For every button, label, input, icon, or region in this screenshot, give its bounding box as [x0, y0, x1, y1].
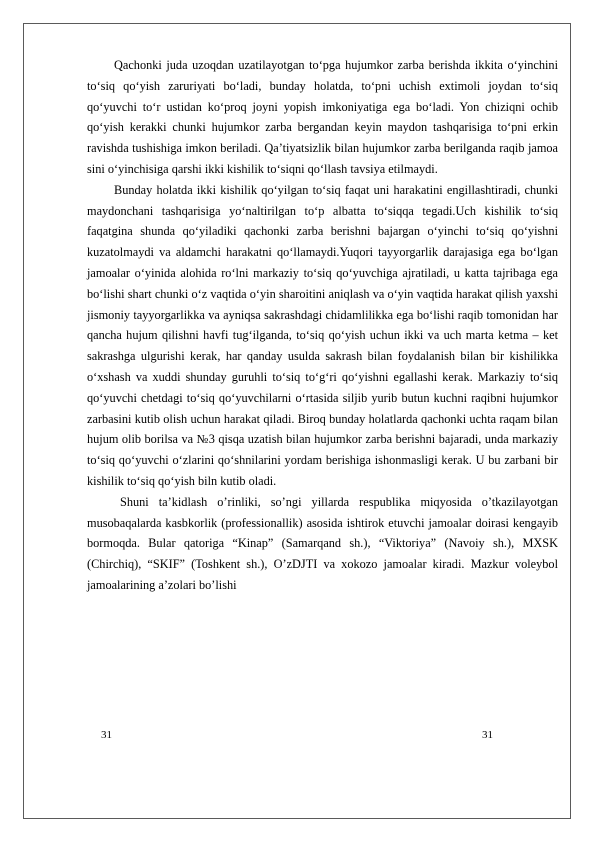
- paragraph-3: Shuni ta’kidlash o’rinliki, so’ngi yillarda respublika miqyosida o’tkazilayotgan musobaqalarda kasbkorlik (professionallik) asosida ishtirok etuvchi jamoalar doirasi kengayib bormoqda. Bular qatoriga “Kinap” (Samarqand sh.), “Viktoriya” (Navoiy sh.), MXSK (Chirchiq), “SKIF” (Toshkent sh.), O’zDJTI va xokozo jamoalar kiradi. Mazkur voleybol jamoalarining a’zolari bo’lishi: [87, 494, 558, 592]
- page-number-right: 31: [482, 729, 493, 741]
- paragraph-2: Bunday holatda ikki kishilik qo‘yilgan to‘siq faqat uni harakatini engillashtiradi, chunki maydonchani tashqarisiga yo‘naltirilgan to‘p albatta to‘siqqa tegadi.Uch kishilik to‘siq faqatgina shunda qo‘yiladiki qachonki zarba berishni bajargan o‘yinchi to‘siq qo‘yishni kuzatolmaydi va aldamchi harakatni qo‘llamaydi.Yuqori tayyorgarlik darajasiga ega bo‘lgan jamoalar o‘yinida alohida ro‘lni markaziy to‘siq qo‘yuvchiga ajratiladi, u katta tajribaga ega bo‘lishi shart chunki o‘z vaqtida o‘yin sharoitini aniqlash va o‘yin vaqtida harakat qilish yaxshi jismoniy tayyorgarlikka va ayniqsa sakrashdagi chidamlilikka ega bo‘lishi raqib tomonidan har qancha hujum qilishni havfi tug‘ilganda, to‘siq qo‘yish uchun ikki va uch marta ketma – ket sakrashga ulgurishi kerak, har qanday usulda sakrash bilan foydalanish bilan bir kishilikka o‘xshash va xuddi shunday guruhli to‘siq to‘g‘ri qo‘yishni egallashi kerak. Markaziy to‘siq qo‘yuvchi chetdagi to‘siq qo‘yuvchilarni o‘rtasida siljib yurib butun kuchni raqibni hujumkor zarbasini kutib olish uchun harakat qiladi. Biroq bunday holatlarda qachonki uchta raqam bilan hujum olib borilsa va №3 qisqa uzatish bilan hujumkor zarba berishni bajaradi, unda markaziy to‘siq qo‘yuvchi o‘zlarini qo‘shnilarini yordam berishiga ishonmasligi kerak. U bu zarbani bir kishilik to‘siq qo‘yish biln kutib oladi.: [87, 182, 558, 488]
- page-number-left: 31: [101, 729, 112, 741]
- body-text: [87, 55, 558, 596]
- paragraph-1: Qachonki juda uzoqdan uzatilayotgan to‘pga hujumkor zarba berishda ikkita o‘yinchini to‘siq qo‘yish zaruriyati bo‘ladi, bunday holatda, to‘pni uchish extimoli joydan to‘siq qo‘yuvchi to‘r ustidan ko‘proq joyni yopish imkoniyatiga ega bo‘ladi. Yon chiziqni ochib qo‘yish kerakki chunki hujumkor zarba bergandan keyin maydon tashqarisiga to‘pni erkin ravishda tushishiga imkon beriladi. Qa’tiyatsizlik bilan hujumkor zarba berilganda raqib jamoa sini o‘yinchisiga qarshi ikki kishilik to‘siqni qo‘llash tavsiya etilmaydi.: [87, 58, 558, 176]
